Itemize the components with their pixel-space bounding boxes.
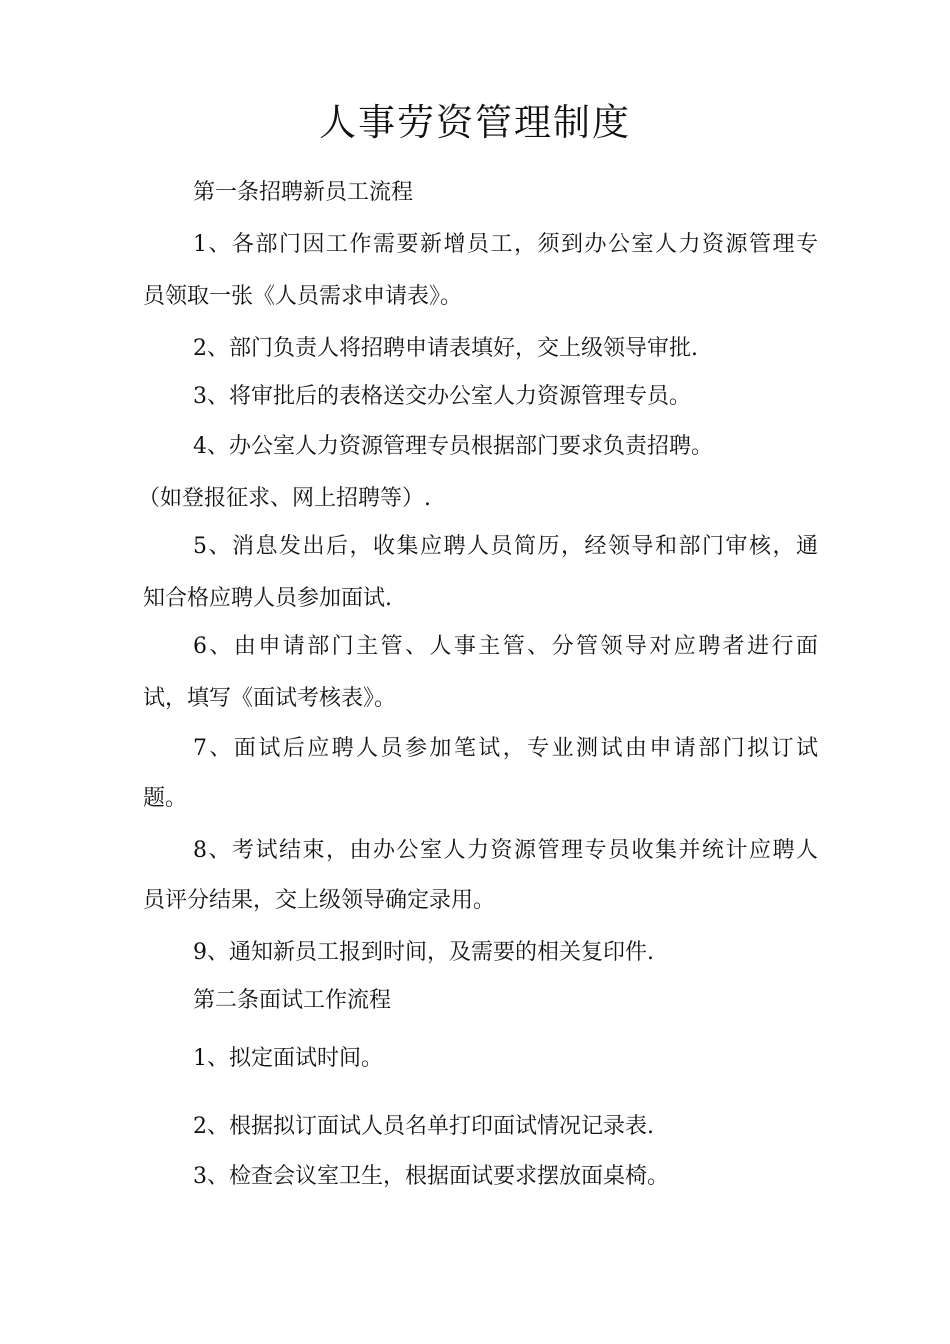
paragraph-line: 3、将审批后的表格送交办公室人力资源管理专员。 xyxy=(193,384,691,409)
document-title: 人事劳资管理制度 xyxy=(319,101,631,144)
section-heading-recruitment: 第一条招聘新员工流程 xyxy=(193,180,414,205)
paragraph-line: 8、考试结束，由办公室人力资源管理专员收集并统计应聘人 xyxy=(193,838,818,863)
paragraph-line: 2、根据拟订面试人员名单打印面试情况记录表. xyxy=(193,1114,654,1139)
paragraph-line: 9、通知新员工报到时间，及需要的相关复印件. xyxy=(193,940,654,965)
section-heading-interview: 第二条面试工作流程 xyxy=(193,988,392,1013)
paragraph-line: 5、消息发出后，收集应聘人员简历，经领导和部门审核，通 xyxy=(193,534,818,559)
paragraph-line: 知合格应聘人员参加面试. xyxy=(143,586,392,611)
paragraph-line: 4、办公室人力资源管理专员根据部门要求负责招聘。 xyxy=(193,434,713,459)
paragraph-line: 6、由申请部门主管、人事主管、分管领导对应聘者进行面 xyxy=(193,634,818,659)
paragraph-line: 员评分结果，交上级领导确定录用。 xyxy=(143,888,496,913)
paragraph-line: 试，填写《面试考核表》。 xyxy=(143,686,397,711)
paragraph-line: 7、面试后应聘人员参加笔试，专业测试由申请部门拟订试 xyxy=(193,736,818,761)
paragraph-line: 1、各部门因工作需要新增员工，须到办公室人力资源管理专 xyxy=(193,232,818,257)
paragraph-line: 员领取一张《人员需求申请表》。 xyxy=(143,284,463,309)
paragraph-line: 2、部门负责人将招聘申请表填好，交上级领导审批. xyxy=(193,336,698,361)
paragraph-line: 3、检查会议室卫生，根据面试要求摆放面桌椅。 xyxy=(193,1164,669,1189)
paragraph-line: 题。 xyxy=(143,786,188,811)
paragraph-line: （如登报征求、网上招聘等）. xyxy=(138,486,431,511)
paragraph-line: 1、拟定面试时间。 xyxy=(193,1046,383,1071)
